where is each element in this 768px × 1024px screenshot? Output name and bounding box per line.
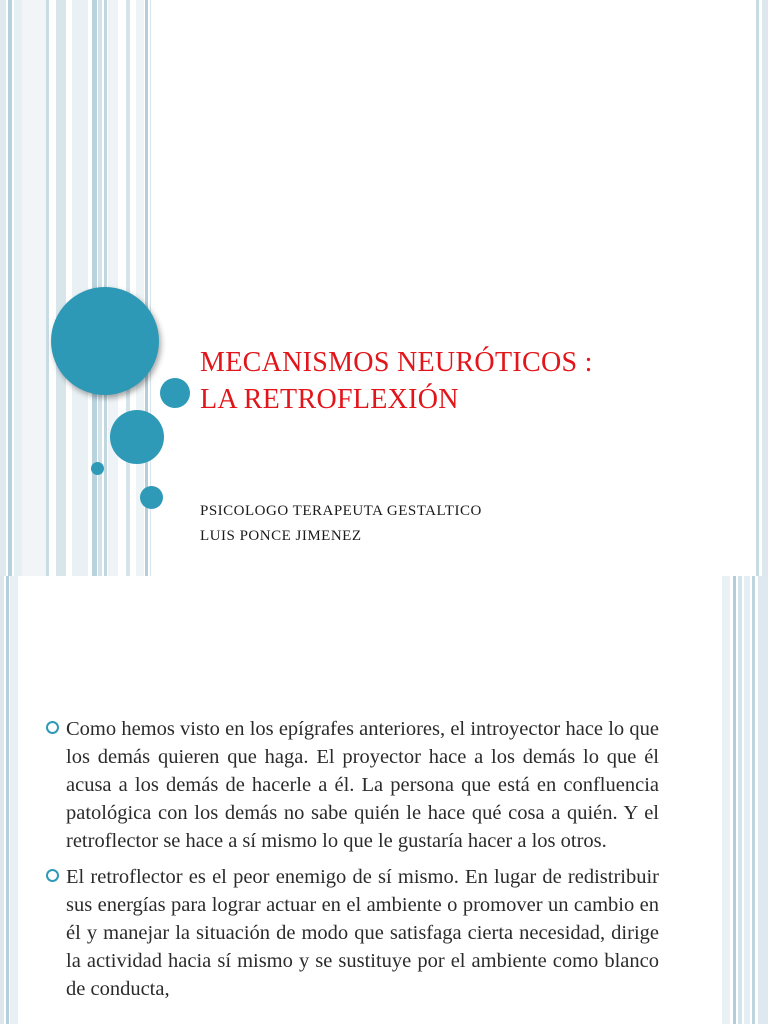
- decor-stripe: [0, 0, 6, 576]
- bullet-list: [45, 715, 659, 1011]
- decor-stripe: [126, 0, 130, 576]
- decor-stripe: [56, 0, 66, 576]
- subtitle-line: LUIS PONCE JIMENEZ: [200, 528, 362, 544]
- decor-stripe: [762, 0, 768, 576]
- decor-stripe: [46, 0, 49, 576]
- decor-stripe: [6, 576, 9, 1024]
- decor-stripe: [733, 576, 736, 1024]
- decor-stripe: [752, 576, 755, 1024]
- decor-stripe: [22, 0, 46, 576]
- decor-stripe: [10, 576, 18, 1024]
- slide-subtitle: [200, 499, 482, 549]
- decor-stripe: [744, 576, 750, 1024]
- decor-stripe: [722, 576, 730, 1024]
- decor-stripe: [0, 576, 4, 1024]
- decor-stripe: [8, 0, 12, 576]
- decor-stripe: [758, 576, 768, 1024]
- bullet-circle-icon: [46, 869, 59, 882]
- slide-title: [200, 344, 740, 418]
- bullet-item: [45, 715, 659, 855]
- title-line: MECANISMOS NEURÓTICOS :: [200, 347, 593, 378]
- bullet-item: [45, 863, 659, 1003]
- decor-stripe: [738, 576, 742, 1024]
- decor-circle: [110, 410, 164, 464]
- decor-stripe: [14, 0, 22, 576]
- bullet-circle-icon: [46, 721, 59, 734]
- decor-circle-large: [51, 287, 159, 395]
- decor-circle: [91, 462, 104, 475]
- decor-stripe: [756, 0, 759, 576]
- bullet-text: Como hemos visto en los epígrafes anteriores, el introyector hace lo que los demás quieren que haga. El proyector hace a los demás lo que él acusa a los demás de hacerle a él. La persona que está en confluencia patológica con los demás no sabe quién le hace qué cosa a quién. Y el retroflector se hace a sí mismo lo que le gustaría hacer a los otros.: [66, 718, 659, 852]
- bullet-text: El retroflector es el peor enemigo de sí mismo. En lugar de redistribuir sus energías para lograr actuar en el ambiente o promover un cambio en él y manejar la situación de modo que satisfaga cierta necesidad, dirige la actividad hacia sí mismo y se sustituye por el ambiente como blanco de conducta,: [66, 866, 659, 1000]
- decor-stripe: [72, 0, 88, 576]
- subtitle-line: PSICOLOGO TERAPEUTA GESTALTICO: [200, 503, 482, 519]
- decor-circle: [160, 378, 190, 408]
- decor-circle: [140, 486, 163, 509]
- title-line: LA RETROFLEXIÓN: [200, 384, 459, 415]
